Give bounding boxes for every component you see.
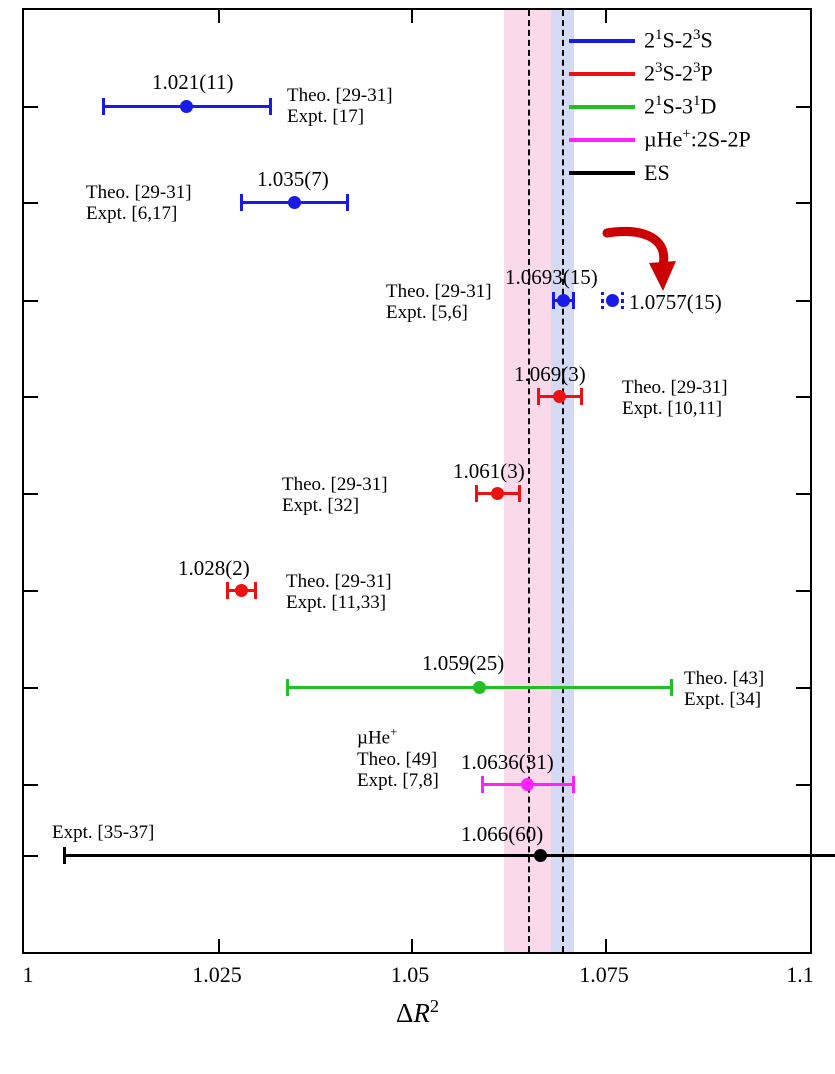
- axis-tick-left: [24, 396, 38, 398]
- note-line: Expt. [5,6]: [386, 302, 468, 324]
- legend-item-4: [569, 123, 784, 156]
- errorbar-cap-left: [102, 98, 105, 115]
- axis-tick-bottom: [411, 939, 413, 952]
- errorbar-cap-left: [286, 679, 289, 696]
- legend-swatch: [569, 72, 635, 76]
- errorbar-cap-left: [552, 292, 555, 309]
- legend-item-1: [569, 24, 784, 57]
- data-point: [288, 196, 301, 209]
- value-label-7: 1.028(2): [178, 556, 250, 580]
- note-line: Theo. [49]: [357, 748, 438, 770]
- reference-line-1: [528, 10, 530, 952]
- note-line: Expt. [7,8]: [357, 769, 439, 791]
- x-axis-title: [0, 996, 835, 1029]
- axis-tick-right: [796, 202, 810, 204]
- axis-tick-top: [605, 10, 607, 23]
- legend-item-2: [569, 57, 784, 90]
- note-1: [287, 85, 393, 128]
- note-line: µHe+: [357, 724, 398, 749]
- legend-swatch: [569, 39, 635, 43]
- axis-tick-left: [24, 300, 38, 302]
- axis-tick-right: [796, 106, 810, 108]
- axis-tick-top: [218, 10, 220, 23]
- data-point: [473, 681, 486, 694]
- note-6: [282, 474, 388, 517]
- errorbar-cap-right: [518, 485, 521, 502]
- legend-label: µHe+:2S-2P: [644, 126, 751, 152]
- plot-area: [22, 8, 812, 954]
- axis-tick-right: [796, 493, 810, 495]
- axis-tick-left: [24, 493, 38, 495]
- note-9: [357, 725, 439, 791]
- errorbar-cap-right: [254, 582, 257, 599]
- reference-line-2: [562, 10, 564, 952]
- value-label-3: 1.0693(15): [505, 265, 598, 289]
- note-line: Theo. [29-31]: [287, 85, 393, 106]
- axis-tick-top: [411, 10, 413, 23]
- axis-tick-right: [796, 396, 810, 398]
- axis-tick-bottom: [218, 939, 220, 952]
- x-tick-label: 1.05: [390, 962, 430, 987]
- note-line: Expt. [32]: [282, 495, 360, 517]
- axis-tick-right: [796, 784, 810, 786]
- note-line: Theo. [43]: [684, 668, 765, 689]
- errorbar-cap-left: [481, 776, 484, 793]
- note-line: Expt. [35-37]: [52, 822, 155, 843]
- note-2: [86, 182, 192, 225]
- annotation-arrow-icon: [599, 225, 689, 295]
- axis-tick-left: [24, 202, 38, 204]
- errorbar-cap-right: [269, 98, 272, 115]
- note-line: Expt. [11,33]: [286, 592, 387, 614]
- data-point: [557, 294, 570, 307]
- axis-tick-bottom: [605, 939, 607, 952]
- x-axis-title-var: R: [413, 998, 430, 1028]
- value-label-1: 1.021(11): [152, 70, 234, 94]
- x-tick-label: 1: [22, 962, 34, 987]
- errorbar-cap-right: [580, 388, 583, 405]
- axis-tick-left: [24, 106, 38, 108]
- note-line: Theo. [29-31]: [622, 377, 728, 398]
- value-label-5: 1.069(3): [514, 362, 586, 386]
- data-point: [180, 100, 193, 113]
- value-label-6: 1.061(3): [453, 459, 525, 483]
- legend-item-3: [569, 90, 784, 123]
- axis-tick-left: [24, 590, 38, 592]
- x-tick-label: 1.025: [192, 962, 242, 987]
- note-7: [286, 571, 392, 614]
- data-point: [235, 584, 248, 597]
- legend-label: ES: [644, 159, 670, 185]
- value-label-10: 1.066(60): [461, 822, 544, 846]
- legend-swatch: [569, 105, 635, 109]
- note-line: Expt. [34]: [684, 689, 762, 711]
- note-8: [684, 668, 764, 711]
- note-3: [386, 281, 492, 324]
- errorbar-line: [63, 854, 835, 857]
- note-line: Expt. [17]: [287, 106, 365, 128]
- legend-label: $2^3S-2^3P$: [644, 60, 713, 86]
- data-point: [534, 849, 547, 862]
- legend-label: $2^1S-2^3S$: [644, 27, 713, 53]
- errorbar-cap-right: [572, 292, 575, 309]
- legend: [569, 24, 784, 189]
- errorbar-cap-left: [63, 847, 66, 864]
- note-line: Expt. [10,11]: [622, 398, 723, 420]
- x-tick-label: 1.075: [579, 962, 629, 987]
- note-line: Theo. [29-31]: [286, 571, 392, 592]
- errorbar-cap-left: [475, 485, 478, 502]
- legend-label: $2^1S-3^1D$: [644, 93, 717, 119]
- x-tick-label: 1.1: [786, 962, 814, 987]
- note-line: Theo. [29-31]: [86, 182, 192, 203]
- axis-tick-left: [24, 784, 38, 786]
- errorbar-cap-left: [240, 194, 243, 211]
- note-5: [622, 377, 728, 420]
- legend-item-5: [569, 156, 784, 189]
- note-line: Theo. [29-31]: [386, 281, 492, 302]
- value-label-4: 1.0757(15): [629, 290, 722, 314]
- legend-swatch: [569, 171, 635, 175]
- x-axis-title-delta: Δ: [395, 998, 414, 1028]
- x-axis-title-sup: 2: [429, 996, 440, 1016]
- note-line: Theo. [29-31]: [282, 474, 388, 495]
- errorbar-cap-right: [572, 776, 575, 793]
- legend-swatch: [569, 138, 635, 142]
- axis-tick-left: [24, 687, 38, 689]
- axis-tick-left: [24, 855, 38, 857]
- errorbar-cap-left: [226, 582, 229, 599]
- axis-tick-right: [796, 300, 810, 302]
- note-10: [52, 822, 154, 843]
- errorbar-cap-left: [537, 388, 540, 405]
- data-point: [491, 487, 504, 500]
- value-label-2: 1.035(7): [257, 167, 329, 191]
- note-line: Expt. [6,17]: [86, 203, 178, 225]
- data-point-secondary: [606, 294, 619, 307]
- value-label-8: 1.059(25): [422, 651, 505, 675]
- value-label-9: 1.0636(31): [461, 750, 554, 774]
- note-muhe-text: µHe: [357, 727, 391, 749]
- axis-tick-right: [796, 687, 810, 689]
- axis-tick-right: [796, 590, 810, 592]
- errorbar-cap-right: [670, 679, 673, 696]
- x-axis-labels: [0, 962, 835, 996]
- errorbar-cap-right: [346, 194, 349, 211]
